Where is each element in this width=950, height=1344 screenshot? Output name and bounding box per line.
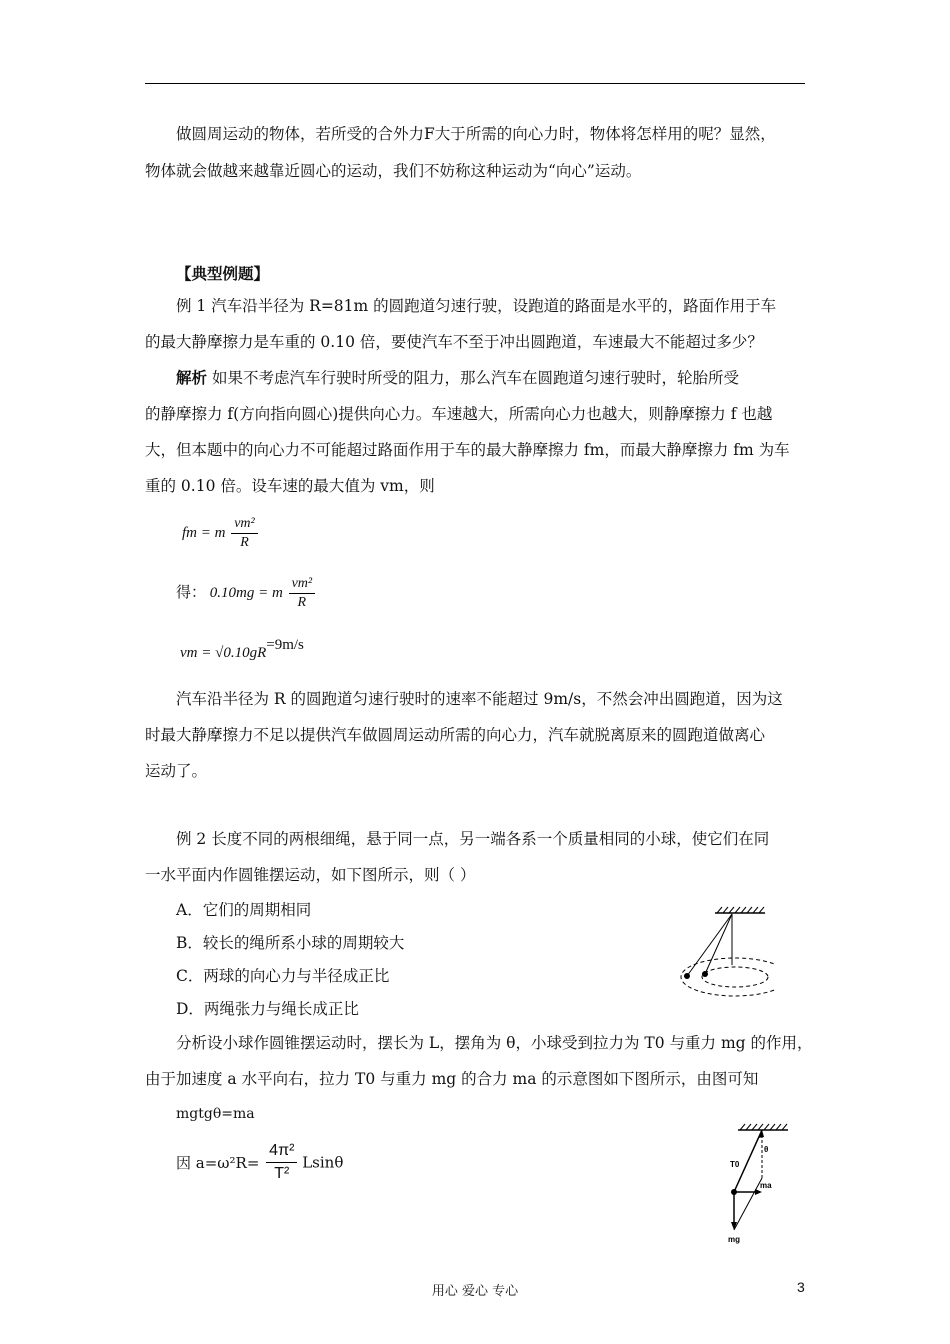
analysis-label: 解析 <box>176 368 208 387</box>
option-d: D．两绳张力与绳长成正比 <box>176 1000 359 1018</box>
example1-analysis-line-2: 的静摩擦力 f(方向指向圆心)提供向心力。车速越大，所需向心力也越大，则静摩擦力 f 也越 <box>145 405 773 423</box>
equation-2-prefix: 得： <box>176 582 207 601</box>
conical-pendulum-diagram <box>675 905 775 1010</box>
example1-analysis-line-3: 大，但本题中的向心力不可能超过路面作用于车的最大静摩擦力 fm，而最大静摩擦力 fm 为车 <box>145 441 790 459</box>
example2-line-2: 一水平面内作圆锥摆运动，如下图所示，则（ ） <box>145 866 476 884</box>
equation-2-denominator: R <box>297 595 307 610</box>
example2-equation-2-prefix: 因 a=ω²R= <box>176 1154 260 1172</box>
example2-analysis-line-2: 由于加速度 a 水平向右，拉力 T0 与重力 mg 的合力 ma 的示意图如下图所示，由图可知 <box>145 1070 759 1088</box>
example2-equation-2-denominator: T² <box>274 1165 290 1182</box>
equation-3-rhs: =9m/s <box>266 637 304 653</box>
mg-label: mg <box>728 1235 740 1244</box>
section-title: 【典型例题】 <box>176 264 270 283</box>
option-c: C．两球的向心力与半径成正比 <box>176 967 390 985</box>
header-rule <box>145 83 805 84</box>
equation-1-denominator: R <box>240 535 249 550</box>
page-number: 3 <box>797 1279 805 1295</box>
equation-3-lhs: vm = √0.10gR <box>180 645 267 661</box>
example2-equation-1: mgtgθ=ma <box>176 1106 255 1122</box>
conclusion-line-2: 时最大静摩擦力不足以提供汽车做圆周运动所需的向心力，汽车就脱离原来的圆跑道做离心 <box>145 726 766 744</box>
equation-2 <box>176 575 315 612</box>
example2-equation-2-numerator: 4π² <box>266 1140 297 1163</box>
page-footer: 用心 爱心 专心 <box>431 1284 519 1299</box>
force-diagram <box>722 1120 802 1245</box>
ma-label: ma <box>760 1181 772 1190</box>
tension-label: T0 <box>730 1160 740 1169</box>
example2-analysis-line-1: 分析设小球作圆锥摆运动时，摆长为 L，摆角为 θ，小球受到拉力为 T0 与重力 mg 的作用， <box>176 1034 813 1052</box>
conclusion-line-1: 汽车沿半径为 R 的圆跑道匀速行驶时的速率不能超过 9m/s，不然会冲出圆跑道，因为这 <box>176 690 783 708</box>
example1-line-1: 例 1 汽车沿半径为 R=81m 的圆跑道匀速行驶，设跑道的路面是水平的，路面作用于车 <box>176 297 777 315</box>
conclusion-line-3: 运动了。 <box>145 762 208 780</box>
option-a: A．它们的周期相同 <box>176 901 312 919</box>
equation-1-numerator: vm² <box>231 515 258 534</box>
example2-equation-2-suffix: Lsinθ <box>302 1153 344 1172</box>
equation-3 <box>180 637 304 661</box>
equation-2-lhs: 0.10mg = m <box>209 584 283 601</box>
equation-1 <box>182 515 258 552</box>
equation-1-lhs: fm = m <box>182 524 226 541</box>
option-b: B．较长的绳所系小球的周期较大 <box>176 934 405 952</box>
example2-equation-2 <box>176 1140 343 1185</box>
intro-line-1: 做圆周运动的物体，若所受的合外力F大于所需的向心力时，物体将怎样用的呢？显然， <box>176 125 776 143</box>
equation-2-numerator: vm² <box>289 575 316 594</box>
example1-analysis-line-4: 重的 0.10 倍。设车速的最大值为 vm，则 <box>145 477 435 495</box>
example2-line-1: 例 2 长度不同的两根细绳，悬于同一点，另一端各系一个质量相同的小球，使它们在同 <box>176 830 770 848</box>
example1-line-2: 的最大静摩擦力是车重的 0.10 倍，要使汽车不至于冲出圆跑道，车速最大不能超过多少？ <box>145 333 763 351</box>
theta-label: θ <box>764 1145 769 1154</box>
analysis-text: 如果不考虑汽车行驶时所受的阻力，那么汽车在圆跑道匀速行驶时，轮胎所受 <box>207 369 739 387</box>
intro-line-2: 物体就会做越来越靠近圆心的运动，我们不妨称这种运动为“向心”运动。 <box>145 162 642 180</box>
example1-analysis-line-1 <box>176 362 739 394</box>
